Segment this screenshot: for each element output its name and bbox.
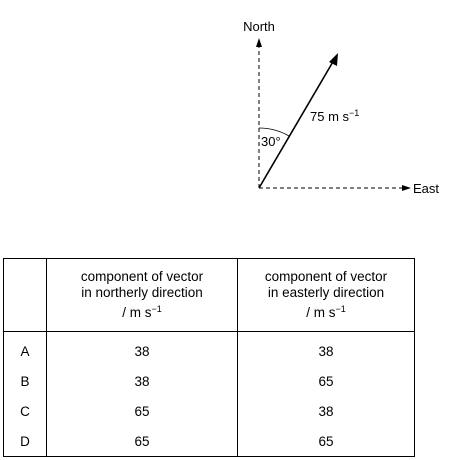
corner-cell: [4, 259, 47, 332]
east-header-line1: component of vector: [264, 269, 388, 284]
option-row-a: [4, 332, 415, 367]
vector-arrowhead: [329, 53, 338, 66]
north-value: 38: [47, 332, 238, 367]
vector-label: [310, 108, 359, 124]
east-value: 38: [238, 396, 415, 426]
angle-label: 30°: [261, 134, 281, 149]
vector-arrow: [259, 60, 334, 188]
east-arrowhead: [402, 185, 411, 191]
north-arrowhead: [256, 38, 262, 47]
east-unit-text: / m s: [306, 305, 336, 320]
option-letter: B: [4, 366, 47, 396]
north-component-header: [47, 259, 238, 332]
east-header-line2: in easterly direction: [267, 285, 385, 300]
east-value: 38: [238, 332, 415, 367]
east-value: 65: [238, 426, 415, 457]
north-label: North: [243, 19, 275, 34]
north-header-line2: in northerly direction: [81, 285, 203, 300]
north-header-unit: [47, 301, 237, 321]
east-unit-exp: −1: [335, 304, 346, 314]
east-label: East: [413, 181, 440, 196]
options-table: [3, 258, 415, 457]
option-letter: A: [4, 332, 47, 367]
north-unit-text: / m s: [122, 305, 152, 320]
option-letter: D: [4, 426, 47, 457]
east-component-header: [238, 259, 415, 332]
north-value: 38: [47, 366, 238, 396]
option-row-b: [4, 366, 415, 396]
north-value: 65: [47, 396, 238, 426]
option-row-d: [4, 426, 415, 457]
east-header-unit: [238, 301, 414, 321]
vector-label-exp: −1: [349, 108, 360, 118]
vector-label-main: 75 m s: [310, 109, 350, 124]
option-row-c: [4, 396, 415, 426]
option-letter: C: [4, 396, 47, 426]
east-value: 65: [238, 366, 415, 396]
north-unit-exp: −1: [151, 304, 162, 314]
north-header-line1: component of vector: [80, 269, 204, 284]
north-value: 65: [47, 426, 238, 457]
header-row: [4, 259, 415, 332]
